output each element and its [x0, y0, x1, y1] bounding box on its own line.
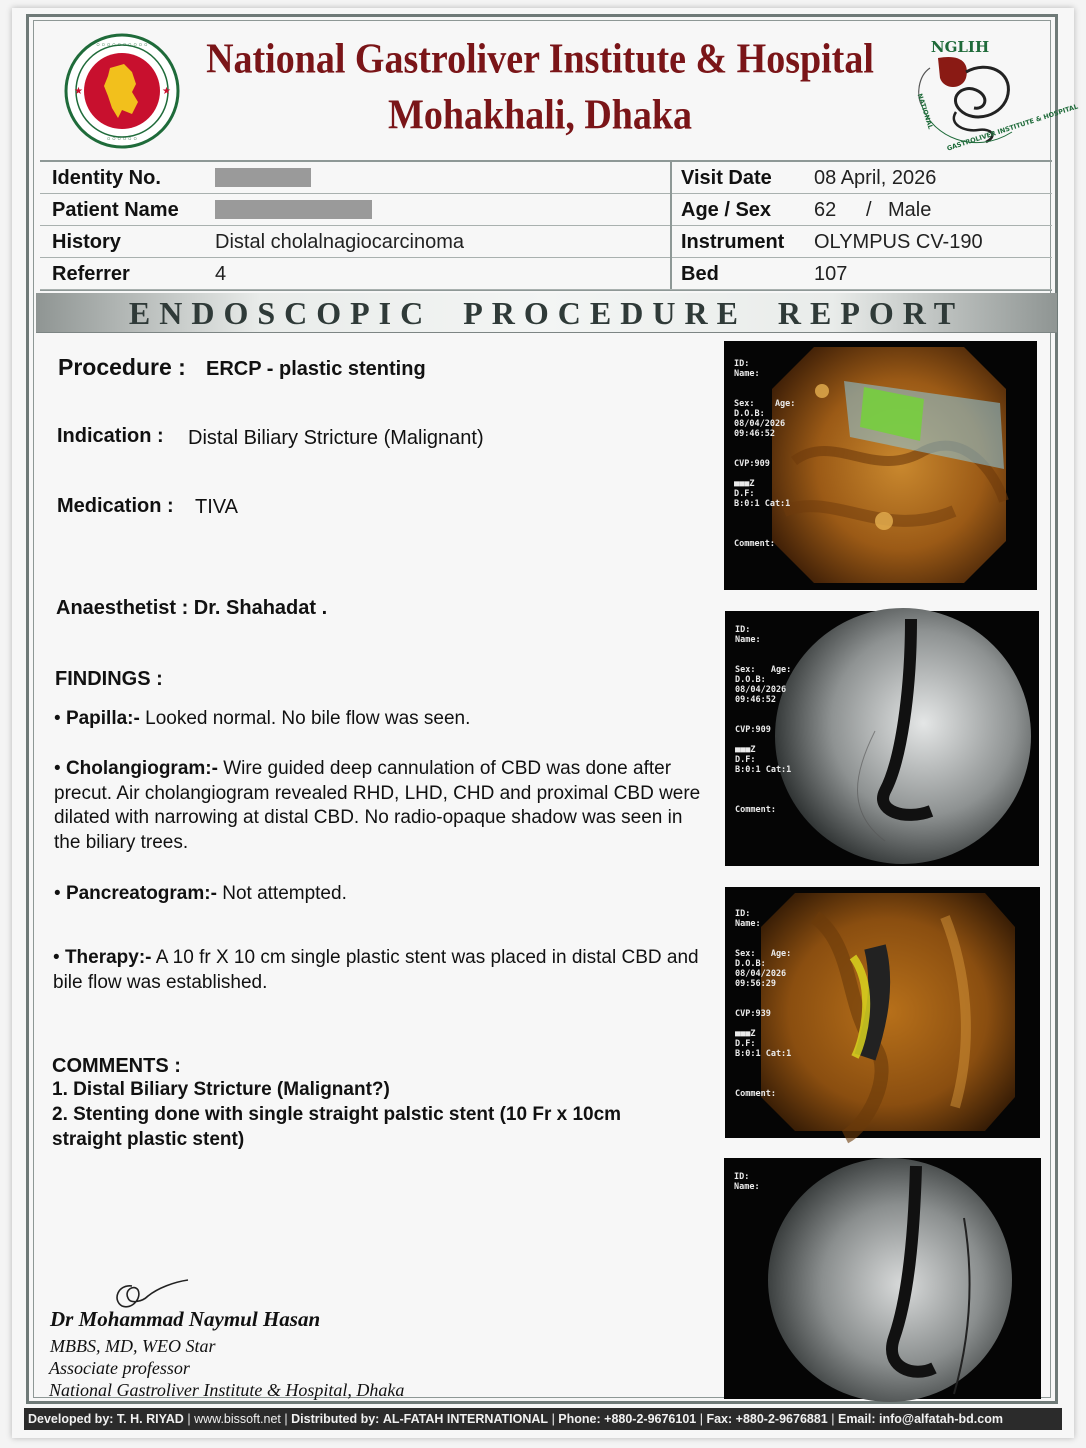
nglih-logo-text: NGLIH: [930, 38, 990, 56]
footer-sep: |: [831, 1412, 835, 1426]
age-sex-label: Age / Sex: [681, 199, 772, 221]
patient-name-label: Patient Name: [52, 199, 179, 221]
doctor-institution: National Gastroliver Institute & Hospital, Dhaka: [49, 1380, 405, 1400]
footer-bar: [24, 1408, 1062, 1430]
footer-sep: |: [699, 1412, 703, 1426]
svg-text:NATIONAL: NATIONAL: [915, 92, 935, 131]
referrer-label: Referrer: [52, 263, 130, 285]
footer-dist-label: Distributed by:: [291, 1412, 380, 1426]
footer-website[interactable]: www.bissoft.net: [194, 1412, 281, 1426]
info-row-history: [40, 226, 1052, 258]
sex-value: Male: [888, 199, 932, 221]
bullet-icon: •: [54, 708, 61, 729]
footer-phone-value: +880-2-9676101: [604, 1412, 697, 1426]
procedure-value: ERCP - plastic stenting: [206, 358, 426, 380]
identity-label: Identity No.: [52, 167, 161, 189]
info-row-patient: [40, 194, 1052, 226]
info-row-referrer: [40, 258, 1052, 290]
instrument-value: OLYMPUS CV-190: [814, 231, 983, 253]
info-table-divider: [670, 162, 672, 289]
bullet-icon: •: [53, 947, 60, 968]
indication-value: Distal Biliary Stricture (Malignant): [188, 427, 484, 449]
therapy-text: A 10 fr X 10 cm single plastic stent was placed in distal CBD and bile flow was established.: [53, 947, 699, 993]
cholangiogram-label: Cholangiogram:-: [65, 758, 218, 779]
government-seal-logo: [62, 32, 182, 150]
identity-redaction: [215, 168, 311, 187]
image-3-overlay-text: ID: Name: Sex: Age: D.O.B: 08/04/2026 09:56:29 CVP:939 ■■■Z D.F: B:0:1 Cat:1 Comment:: [735, 909, 792, 1099]
report-title: ENDOSCOPIC PROCEDURE REPORT: [128, 295, 965, 331]
comment-1: 1. Distal Biliary Stricture (Malignant?): [52, 1079, 390, 1100]
finding-papilla: [54, 707, 704, 732]
doctor-title: Associate professor: [49, 1358, 190, 1378]
bed-label: Bed: [681, 263, 719, 285]
comment-2: 2. Stenting done with single straight palstic stent (10 Fr x 10cm straight plastic stent): [52, 1104, 622, 1150]
bed-value: 107: [814, 263, 848, 285]
history-label: History: [52, 231, 121, 253]
instrument-label: Instrument: [681, 231, 785, 253]
patient-name-redaction: [215, 200, 372, 219]
visit-date-value: 08 April, 2026: [814, 167, 937, 189]
footer-sep: |: [551, 1412, 555, 1426]
bullet-icon: •: [54, 883, 61, 904]
bullet-icon: •: [54, 758, 61, 779]
cholangiogram-text: Wire guided deep cannulation of CBD was done after precut. Air cholangiogram revealed RHD, LHD, CHD and proximal CBD were dilated with narrowing at distal CBD. No radio-opaque shadow was seen in the biliary trees.: [54, 758, 701, 853]
svg-text:★: ★: [74, 86, 83, 97]
endoscopy-image-1: [724, 341, 1037, 590]
pancreatogram-text: Not attempted.: [222, 883, 347, 904]
anaesthetist: Anaesthetist : Dr. Shahadat .: [56, 597, 328, 619]
procedure-label: Procedure :: [58, 354, 186, 380]
svg-text:★: ★: [162, 86, 171, 97]
footer-dev-label: Developed by:: [28, 1412, 114, 1426]
medication-value: TIVA: [195, 496, 238, 518]
endoscopy-image-3: [725, 887, 1040, 1138]
svg-text:GASTROLIVER INSTITUTE & HOSPIT: GASTROLIVER INSTITUTE & HOSPITAL: [945, 102, 1080, 153]
image-2-overlay-text: ID: Name: Sex: Age: D.O.B: 08/04/2026 09:46:52 CVP:909 ■■■Z D.F: B:0:1 Cat:1 Comment:: [735, 625, 792, 815]
fluoroscopy-image-2: [725, 611, 1039, 866]
therapy-label: Therapy:-: [64, 947, 152, 968]
papilla-label: Papilla:-: [65, 708, 140, 729]
referrer-value: 4: [215, 263, 227, 285]
papilla-text: Looked normal. No bile flow was seen.: [145, 708, 471, 729]
nglih-logo: [908, 32, 1080, 156]
visit-date-label: Visit Date: [681, 167, 772, 189]
hospital-city: Mohakhali, Dhaka: [387, 91, 693, 139]
hospital-name: National Gastroliver Institute & Hospital: [206, 35, 874, 83]
indication-label: Indication :: [57, 425, 164, 447]
finding-therapy: [53, 946, 708, 995]
age-value: 62: [814, 199, 837, 221]
history-value: Distal cholalnagiocarcinoma: [215, 231, 465, 253]
footer-sep: |: [187, 1412, 191, 1426]
footer-fax-label: Fax:: [706, 1412, 733, 1426]
patient-info-table: [40, 160, 1052, 291]
footer-sep: |: [284, 1412, 288, 1426]
info-row-identity: [40, 162, 1052, 194]
svg-text:◦◦◦◦◦◦: ◦◦◦◦◦◦: [106, 135, 138, 145]
footer-email-label: Email:: [837, 1412, 876, 1426]
footer-phone-label: Phone:: [558, 1412, 601, 1426]
footer-fax-value: +880-2-9676881: [735, 1412, 828, 1426]
image-1-overlay-text: ID: Name: Sex: Age: D.O.B: 08/04/2026 09:46:52 CVP:909 ■■■Z D.F: B:0:1 Cat:1 Comment:: [734, 359, 796, 549]
findings-heading: FINDINGS :: [55, 668, 163, 690]
doctor-name: Dr Mohammad Naymul Hasan: [50, 1307, 321, 1331]
pancreatogram-label: Pancreatogram:-: [65, 883, 217, 904]
medication-label: Medication :: [57, 495, 174, 517]
fluoroscopy-image-4: [724, 1158, 1041, 1399]
doctor-degrees: MBBS, MD, WEO Star: [50, 1336, 216, 1356]
report-title-band: [36, 293, 1057, 333]
age-sex-separator: /: [866, 199, 872, 221]
image-4-overlay-text: ID: Name:: [734, 1172, 760, 1192]
svg-text:◦◦◦◦◦◦◦◦◦◦: ◦◦◦◦◦◦◦◦◦◦: [95, 41, 149, 51]
footer-dev-value: T. H. RIYAD: [116, 1412, 184, 1426]
report-header: [40, 22, 1080, 160]
footer-email-value[interactable]: info@alfatah-bd.com: [878, 1412, 1003, 1426]
finding-cholangiogram: [54, 757, 704, 855]
comments-heading: COMMENTS :: [52, 1055, 181, 1077]
finding-pancreatogram: [54, 882, 704, 907]
footer-dist-value: AL-FATAH INTERNATIONAL: [382, 1412, 549, 1426]
